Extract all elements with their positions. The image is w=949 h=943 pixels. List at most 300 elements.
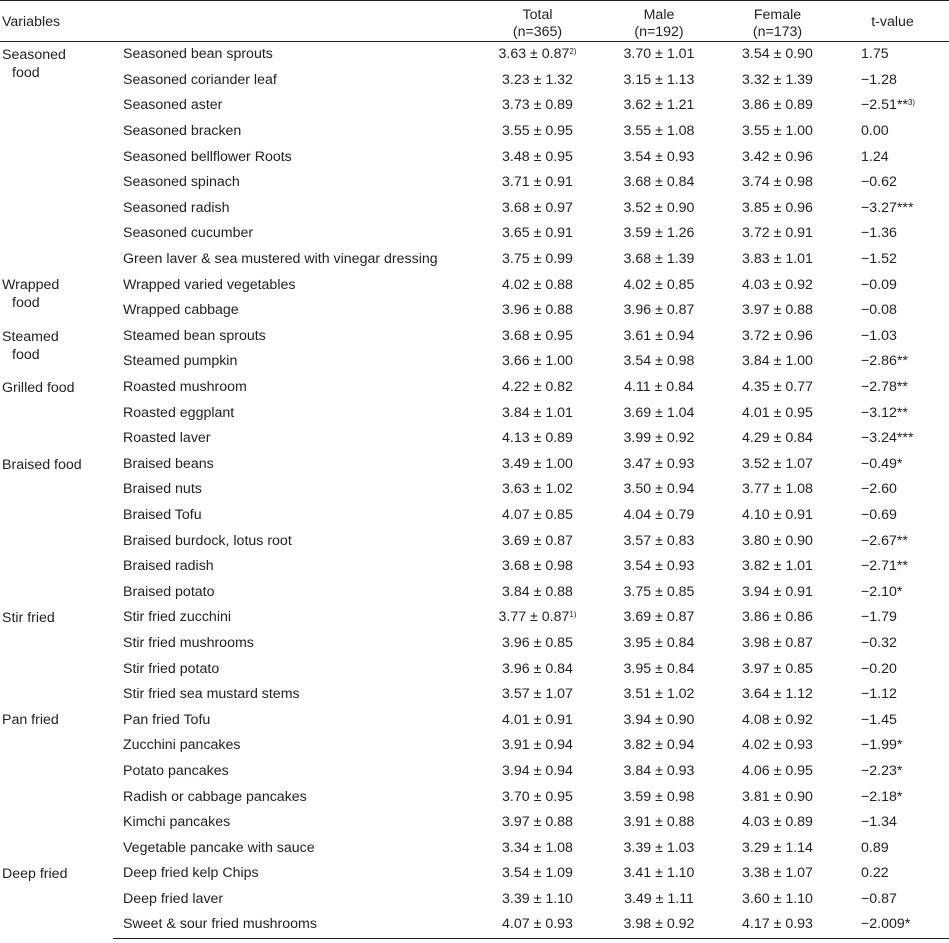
male-cell-value: 3.54 ± 0.98 [623, 353, 695, 370]
male-cell [599, 912, 719, 938]
female-cell [719, 196, 836, 222]
total-cell-value: 3.49 ± 1.00 [502, 455, 573, 472]
total-cell [476, 272, 599, 298]
food-item [113, 349, 476, 375]
table-row [0, 298, 949, 324]
female-cell [719, 221, 836, 247]
table-row [0, 324, 949, 350]
total-cell [476, 93, 599, 119]
t-value-cell-value: −2.18* [861, 788, 903, 805]
food-item [113, 68, 476, 94]
food-item [113, 887, 476, 913]
food-item [113, 554, 476, 580]
female-cell-value: 3.82 ± 1.01 [742, 558, 813, 575]
male-cell-value: 3.99 ± 0.92 [623, 430, 695, 447]
table-row [0, 68, 949, 94]
male-cell [599, 707, 719, 733]
male-cell [599, 170, 719, 196]
food-item [113, 707, 476, 733]
t-value-cell-value: −2.23* [861, 762, 903, 779]
total-cell [476, 298, 599, 324]
total-cell [476, 477, 599, 503]
male-cell-value: 3.55 ± 1.08 [623, 123, 695, 140]
table-row [0, 682, 949, 708]
category-label-line: Grilled food [2, 379, 75, 396]
table-row [0, 272, 949, 298]
t-value-cell-value: −0.49* [861, 455, 903, 472]
total-cell-value: 3.77 ± 0.87 [498, 609, 570, 626]
table-row [0, 759, 949, 785]
male-cell-value: 3.84 ± 0.93 [623, 762, 695, 779]
category-label-line: Steamed [2, 328, 59, 345]
table-row [0, 887, 949, 913]
t-value-cell [836, 733, 949, 759]
table-row [0, 170, 949, 196]
t-value-cell [836, 861, 949, 887]
female-cell-value: 4.29 ± 0.84 [742, 430, 813, 447]
table-row [0, 810, 949, 836]
total-cell [476, 452, 599, 478]
female-cell-value: 3.80 ± 0.90 [742, 532, 813, 549]
male-cell [599, 733, 719, 759]
header-tvalue-label: t-value [871, 14, 914, 30]
food-item-value: Stir fried zucchini [123, 609, 232, 626]
food-item-value: Pan fried Tofu [123, 711, 211, 728]
table-header [0, 1, 949, 42]
total-cell [476, 861, 599, 887]
male-cell [599, 93, 719, 119]
food-item [113, 452, 476, 478]
food-item [113, 144, 476, 170]
header-total-label: Total [522, 7, 553, 23]
total-cell [476, 528, 599, 554]
female-cell-value: 4.02 ± 0.93 [742, 737, 813, 754]
total-cell-value: 4.22 ± 0.82 [502, 379, 573, 396]
table-row [0, 733, 949, 759]
table-row [0, 221, 949, 247]
t-value-cell-value: −0.20 [861, 660, 897, 677]
total-cell [476, 349, 599, 375]
male-cell [599, 503, 719, 529]
male-cell-value: 3.68 ± 1.39 [623, 251, 695, 268]
t-value-cell [836, 912, 949, 938]
total-cell [476, 579, 599, 605]
food-item [113, 375, 476, 401]
female-cell-value: 3.55 ± 1.00 [742, 123, 813, 140]
food-item [113, 605, 476, 631]
total-cell [476, 912, 599, 938]
total-cell [476, 733, 599, 759]
t-value-cell [836, 477, 949, 503]
food-item-value: Radish or cabbage pancakes [123, 788, 307, 805]
category-label [0, 375, 113, 452]
category-label-line: Deep fried [2, 866, 68, 882]
header-total-n: (n=365) [512, 24, 563, 40]
female-cell-value: 3.29 ± 1.14 [742, 839, 813, 856]
footnote-marker: 2) [569, 47, 577, 57]
t-value-cell [836, 784, 949, 810]
t-value-cell-value: 0.22 [861, 865, 889, 882]
male-cell [599, 42, 719, 68]
female-cell [719, 912, 836, 938]
total-cell-value: 3.63 ± 1.02 [502, 481, 573, 498]
t-value-cell-value: −0.09 [861, 276, 897, 293]
male-cell-value: 3.95 ± 0.84 [623, 634, 695, 651]
male-cell [599, 835, 719, 861]
t-value-cell-value: −3.27*** [861, 199, 914, 216]
total-cell-value: 3.96 ± 0.88 [502, 302, 573, 319]
total-cell-value: 3.55 ± 0.95 [502, 123, 573, 140]
female-cell [719, 426, 836, 452]
female-cell-value: 3.86 ± 0.86 [742, 609, 813, 626]
t-value-cell [836, 631, 949, 657]
total-cell [476, 42, 599, 68]
total-cell-value: 4.13 ± 0.89 [502, 430, 573, 447]
total-cell [476, 426, 599, 452]
female-cell-value: 3.98 ± 0.87 [742, 634, 813, 651]
t-value-cell [836, 119, 949, 145]
food-item [113, 324, 476, 350]
header-tvalue [836, 1, 949, 42]
total-cell-value: 3.97 ± 0.88 [502, 814, 573, 831]
female-cell-value: 4.17 ± 0.93 [742, 916, 813, 933]
food-item-value: Braised nuts [123, 481, 202, 498]
total-cell [476, 119, 599, 145]
table-row [0, 247, 949, 273]
female-cell-value: 4.35 ± 0.77 [742, 379, 813, 396]
t-value-cell [836, 528, 949, 554]
food-item [113, 912, 476, 938]
header-total [476, 1, 599, 42]
category-label-line: food [12, 346, 40, 363]
t-value-cell-value: −2.009* [861, 916, 911, 933]
food-item-value: Steamed pumpkin [123, 353, 238, 370]
female-cell [719, 349, 836, 375]
total-cell [476, 887, 599, 913]
t-value-cell [836, 452, 949, 478]
female-cell [719, 144, 836, 170]
total-cell-value: 3.48 ± 0.95 [502, 148, 573, 165]
food-item-value: Potato pancakes [123, 762, 229, 779]
female-cell [719, 656, 836, 682]
total-cell [476, 656, 599, 682]
male-cell-value: 3.69 ± 1.04 [623, 404, 695, 421]
total-cell [476, 375, 599, 401]
food-item-value: Deep fried laver [123, 890, 224, 907]
total-cell-value: 3.39 ± 1.10 [502, 890, 573, 907]
food-item-value: Braised potato [123, 583, 215, 600]
male-cell-value: 3.15 ± 1.13 [623, 71, 695, 88]
t-value-cell-value: −3.12** [861, 404, 908, 421]
t-value-cell-value: −1.12 [861, 686, 897, 703]
male-cell-value: 4.11 ± 0.84 [624, 379, 694, 396]
food-item [113, 42, 476, 68]
female-cell [719, 42, 836, 68]
female-cell [719, 247, 836, 273]
female-cell-value: 3.72 ± 0.91 [742, 225, 813, 242]
food-item-value: Kimchi pancakes [123, 814, 231, 831]
male-cell [599, 196, 719, 222]
t-value-cell [836, 682, 949, 708]
female-cell-value: 3.64 ± 1.12 [742, 686, 813, 703]
food-item [113, 733, 476, 759]
t-value-cell-value: 0.00 [861, 123, 889, 140]
t-value-cell-value: −2.67** [861, 532, 908, 549]
total-cell-value: 3.65 ± 0.91 [502, 225, 573, 242]
t-value-cell [836, 272, 949, 298]
t-value-cell [836, 375, 949, 401]
table-row [0, 503, 949, 529]
table-row [0, 528, 949, 554]
food-item-value: Deep fried kelp Chips [123, 865, 259, 882]
food-item [113, 426, 476, 452]
total-cell [476, 170, 599, 196]
male-cell-value: 3.41 ± 1.10 [623, 865, 695, 882]
t-value-cell [836, 196, 949, 222]
female-cell [719, 887, 836, 913]
male-cell [599, 631, 719, 657]
female-cell [719, 631, 836, 657]
male-cell [599, 452, 719, 478]
total-cell [476, 196, 599, 222]
female-cell [719, 503, 836, 529]
male-cell [599, 298, 719, 324]
total-cell-value: 3.69 ± 0.87 [502, 532, 573, 549]
food-item-value: Steamed bean sprouts [123, 327, 266, 344]
food-item-value: Seasoned aster [123, 97, 223, 114]
male-cell-value: 3.94 ± 0.90 [623, 711, 695, 728]
male-cell [599, 656, 719, 682]
female-cell [719, 707, 836, 733]
female-cell [719, 579, 836, 605]
table-row [0, 835, 949, 861]
male-cell [599, 272, 719, 298]
t-value-cell-value: −1.45 [861, 711, 897, 728]
category-label-line: Wrapped [2, 277, 60, 294]
category-label-line: food [12, 295, 40, 312]
t-value-cell-value: −3.24*** [861, 430, 914, 447]
table-row [0, 196, 949, 222]
food-item-value: Sweet & sour fried mushrooms [123, 916, 317, 933]
food-item [113, 810, 476, 836]
category-label-line: Braised food [2, 456, 82, 473]
total-cell-value: 4.02 ± 0.88 [502, 276, 573, 293]
total-cell [476, 605, 599, 631]
food-item-value: Roasted mushroom [123, 379, 247, 396]
male-cell-value: 3.95 ± 0.84 [623, 660, 695, 677]
table-row [0, 452, 949, 478]
food-item-value: Roasted laver [123, 430, 211, 447]
footnote-marker: 3) [907, 98, 916, 108]
female-cell [719, 477, 836, 503]
header-male-label: Male [643, 7, 675, 23]
male-cell-value: 3.61 ± 0.94 [623, 327, 695, 344]
category-label-line: Seasoned [2, 47, 66, 63]
female-cell [719, 400, 836, 426]
male-cell [599, 861, 719, 887]
male-cell [599, 682, 719, 708]
female-cell [719, 272, 836, 298]
female-cell-value: 4.08 ± 0.92 [742, 711, 813, 728]
header-male-n: (n=192) [634, 24, 684, 40]
food-item [113, 759, 476, 785]
category-label [0, 707, 113, 861]
table-row [0, 144, 949, 170]
category-label-line: food [12, 65, 40, 81]
t-value-cell-value: −2.60 [861, 481, 897, 498]
t-value-cell-value: −1.34 [861, 814, 897, 831]
category-label-line: Stir fried [2, 610, 55, 627]
female-cell-value: 4.03 ± 0.92 [742, 276, 813, 293]
t-value-cell [836, 247, 949, 273]
t-value-cell-value: 1.24 [861, 148, 889, 165]
male-cell-value: 3.51 ± 1.02 [623, 686, 695, 703]
t-value-cell [836, 605, 949, 631]
t-value-cell-value: −2.10* [861, 583, 903, 600]
male-cell [599, 349, 719, 375]
food-item-value: Braised radish [123, 558, 214, 575]
total-cell [476, 631, 599, 657]
table-row [0, 656, 949, 682]
total-cell-value: 4.07 ± 0.93 [502, 916, 573, 933]
total-cell [476, 707, 599, 733]
total-cell-value: 3.84 ± 0.88 [502, 583, 573, 600]
female-cell [719, 810, 836, 836]
male-cell [599, 759, 719, 785]
food-item-value: Seasoned bellflower Roots [123, 148, 292, 165]
header-female [719, 1, 836, 42]
category-label [0, 42, 113, 273]
food-item-value: Stir fried potato [123, 660, 220, 677]
male-cell [599, 324, 719, 350]
male-cell-value: 3.57 ± 0.83 [623, 532, 695, 549]
food-item-value: Seasoned radish [123, 199, 230, 216]
female-cell-value: 3.42 ± 0.96 [742, 148, 813, 165]
t-value-cell [836, 349, 949, 375]
t-value-cell [836, 759, 949, 785]
female-cell-value: 3.94 ± 0.91 [742, 583, 813, 600]
total-cell [476, 682, 599, 708]
total-cell [476, 68, 599, 94]
table-row [0, 861, 949, 887]
t-value-cell [836, 810, 949, 836]
food-item [113, 170, 476, 196]
table-row [0, 93, 949, 119]
t-value-cell-value: −0.87 [861, 890, 897, 907]
total-cell-value: 3.70 ± 0.95 [502, 788, 573, 805]
female-cell-value: 3.38 ± 1.07 [742, 865, 813, 882]
table-row [0, 707, 949, 733]
male-cell [599, 426, 719, 452]
food-item [113, 631, 476, 657]
table-row [0, 119, 949, 145]
male-cell [599, 247, 719, 273]
total-cell-value: 3.91 ± 0.94 [502, 737, 573, 754]
t-value-cell [836, 554, 949, 580]
female-cell-value: 4.03 ± 0.89 [742, 814, 813, 831]
male-cell-value: 4.04 ± 0.79 [623, 506, 695, 523]
female-cell-value: 3.52 ± 1.07 [742, 455, 813, 472]
food-item-value: Wrapped cabbage [123, 302, 239, 319]
male-cell [599, 119, 719, 145]
female-cell [719, 554, 836, 580]
food-item-value: Stir fried mushrooms [123, 634, 254, 651]
t-value-cell-value: −2.86** [861, 353, 908, 370]
food-item-value: Vegetable pancake with sauce [123, 839, 315, 856]
table-row [0, 579, 949, 605]
female-cell [719, 784, 836, 810]
food-item [113, 656, 476, 682]
header-female-label: Female [753, 7, 802, 23]
female-cell-value: 4.10 ± 0.91 [742, 506, 813, 523]
total-cell-value: 3.94 ± 0.94 [502, 762, 573, 779]
t-value-cell [836, 835, 949, 861]
food-item-value: Seasoned cucumber [123, 225, 254, 242]
male-cell-value: 4.02 ± 0.85 [623, 276, 695, 293]
food-item-value: Seasoned coriander leaf [123, 71, 277, 88]
t-value-cell-value: −1.03 [861, 327, 897, 344]
male-cell-value: 3.91 ± 0.88 [623, 814, 695, 831]
male-cell [599, 144, 719, 170]
t-value-cell [836, 400, 949, 426]
male-cell-value: 3.75 ± 0.85 [623, 583, 695, 600]
food-item-value: Stir fried sea mustard stems [123, 686, 300, 703]
t-value-cell [836, 144, 949, 170]
male-cell [599, 528, 719, 554]
female-cell [719, 835, 836, 861]
male-cell [599, 221, 719, 247]
header-variables: Variables [0, 1, 476, 42]
food-item [113, 247, 476, 273]
category-label [0, 452, 113, 606]
female-cell [719, 759, 836, 785]
table-row [0, 631, 949, 657]
male-cell-value: 3.50 ± 0.94 [623, 481, 695, 498]
total-cell [476, 759, 599, 785]
t-value-cell-value: −0.62 [861, 174, 897, 191]
female-cell-value: 3.97 ± 0.88 [742, 302, 813, 319]
food-item-value: Zucchini pancakes [123, 737, 241, 754]
t-value-cell-value: −0.69 [861, 506, 897, 523]
male-cell-value: 3.52 ± 0.90 [623, 199, 695, 216]
female-cell-value: 3.32 ± 1.39 [742, 71, 813, 88]
header-male [599, 1, 719, 42]
total-cell [476, 221, 599, 247]
male-cell [599, 579, 719, 605]
food-item [113, 119, 476, 145]
female-cell [719, 375, 836, 401]
t-value-cell [836, 170, 949, 196]
category-label [0, 324, 113, 375]
female-cell-value: 3.60 ± 1.10 [742, 890, 813, 907]
table-row [0, 426, 949, 452]
male-cell [599, 68, 719, 94]
t-value-cell [836, 221, 949, 247]
total-cell-value: 3.57 ± 1.07 [502, 686, 573, 703]
t-value-cell-value: −1.28 [861, 71, 897, 88]
food-item [113, 682, 476, 708]
t-value-cell [836, 93, 949, 119]
total-cell [476, 400, 599, 426]
t-value-cell [836, 656, 949, 682]
table-row [0, 349, 949, 375]
male-cell-value: 3.39 ± 1.03 [623, 839, 695, 856]
t-value-cell [836, 579, 949, 605]
table-row [0, 375, 949, 401]
female-cell-value: 3.54 ± 0.90 [742, 46, 813, 63]
table-row [0, 42, 949, 68]
total-cell-value: 3.34 ± 1.08 [502, 839, 573, 856]
